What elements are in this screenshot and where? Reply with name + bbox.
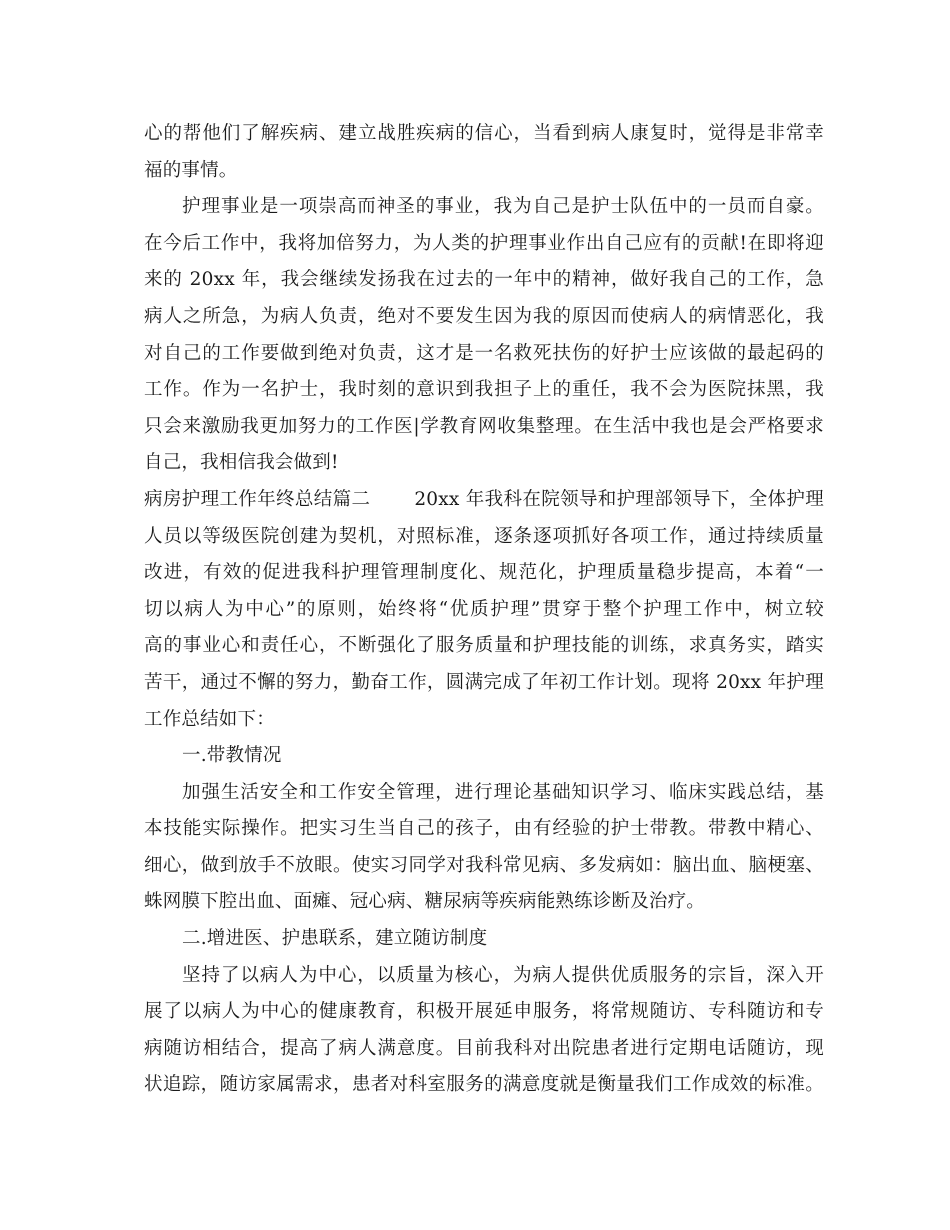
text-line: 切以病人为中心”的原则，始终将“优质护理”贯穿于整个护理工作中，树立较	[144, 598, 824, 620]
text-line: 苦干，通过不懈的努力，勤奋工作，圆满完成了年初工作计划。现将 20xx 年护理	[144, 671, 824, 693]
text-line: 福的事情。	[144, 159, 238, 181]
document-body	[144, 116, 824, 1104]
text-line: 护理事业是一项崇高而神圣的事业，我为自己是护士队伍中的一员而自豪。	[182, 196, 824, 218]
text-line: 只会来激励我更加努力的工作医|学教育网收集整理。在生活中我也是会严格要求	[144, 415, 824, 437]
text-line: 加强生活安全和工作安全管理，进行理论基础知识学习、临床实践总结，基	[182, 781, 824, 803]
text-line: 高的事业心和责任心，不断强化了服务质量和护理技能的训练，求真务实，踏实	[144, 635, 824, 657]
text-line: 人员以等级医院创建为契机，对照标准，逐条逐项抓好各项工作，通过持续质量	[144, 525, 824, 547]
text-line: 状追踪，随访家属需求，患者对科室服务的满意度就是衡量我们工作成效的标准。	[144, 1074, 824, 1096]
text-line: 坚持了以病人为中心，以质量为核心，为病人提供优质服务的宗旨，深入开	[182, 964, 824, 986]
text-line: 心的帮他们了解疾病、建立战胜疾病的信心，当看到病人康复时，觉得是非常幸	[144, 123, 824, 144]
text-line: 病随访相结合，提高了病人满意度。目前我科对出院患者进行定期电话随访，现	[144, 1037, 824, 1059]
text-line: 工作总结如下：	[144, 708, 275, 730]
text-line: 病人之所急，为病人负责，绝对不要发生因为我的原因而使病人的病情恶化，我	[144, 305, 824, 327]
text-line: 二.增进医、护患联系，建立随访制度	[182, 928, 488, 950]
text-line: 一.带教情况	[182, 745, 282, 767]
text-line: 病房护理工作年终总结篇二 20xx 年我科在院领导和护理部领导下，全体护理	[144, 488, 824, 510]
text-line: 来的 20xx 年，我会继续发扬我在过去的一年中的精神，做好我自己的工作，急	[144, 269, 824, 291]
text-line: 展了以病人为中心的健康教育，积极开展延申服务，将常规随访、专科随访和专	[144, 1001, 824, 1023]
text-line: 本技能实际操作。把实习生当自己的孩子，由有经验的护士带教。带教中精心、	[144, 818, 824, 840]
text-line: 对自己的工作要做到绝对负责，这才是一名救死扶伤的好护士应该做的最起码的	[144, 342, 824, 364]
text-line: 工作。作为一名护士，我时刻的意识到我担子上的重任，我不会为医院抹黑，我	[144, 379, 824, 401]
text-line: 在今后工作中，我将加倍努力，为人类的护理事业作出自己应有的贡献!在即将迎	[144, 232, 824, 254]
text-line: 细心，做到放手不放眼。使实习同学对我科常见病、多发病如：脑出血、脑梗塞、	[144, 854, 824, 876]
text-line: 改进，有效的促进我科护理管理制度化、规范化，护理质量稳步提高，本着“一	[144, 562, 824, 584]
text-line: 蛛网膜下腔出血、面瘫、冠心病、糖尿病等疾病能熟练诊断及治疗。	[144, 891, 706, 913]
text-line: 自己，我相信我会做到!	[144, 452, 339, 474]
